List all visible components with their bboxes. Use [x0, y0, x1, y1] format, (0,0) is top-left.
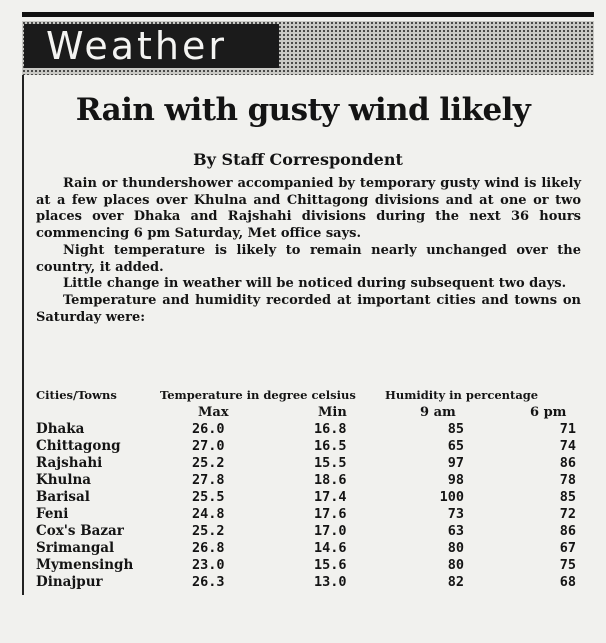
- table-row: [36, 540, 582, 557]
- max-temp: 25.2: [192, 455, 225, 471]
- min-temp: 13.0: [314, 574, 347, 590]
- max-temp: 26.0: [192, 421, 225, 437]
- humidity-6pm: 74: [559, 438, 576, 454]
- city-name: Dinajpur: [36, 574, 103, 590]
- city-name: Barisal: [36, 489, 90, 505]
- humidity-6pm: 71: [559, 421, 576, 437]
- weather-table: [36, 388, 582, 591]
- humidity-9am: 97: [447, 455, 464, 471]
- humidity-9am: 100: [439, 489, 464, 505]
- table-subheader: [36, 405, 582, 421]
- headline: Rain with gusty wind likely: [75, 92, 531, 128]
- city-name: Chittagong: [36, 438, 121, 454]
- paragraph: Little change in weather will be noticed during subsequent two days.: [63, 276, 567, 292]
- min-temp: 17.6: [314, 506, 347, 522]
- min-temp: 17.0: [314, 523, 347, 539]
- city-name: Rajshahi: [36, 455, 103, 471]
- humidity-6pm: 86: [559, 455, 576, 471]
- header-temperature: Temperature in degree celsius: [160, 388, 356, 402]
- max-temp: 24.8: [192, 506, 225, 522]
- header-6pm: 6 pm: [530, 405, 567, 420]
- max-temp: 27.0: [192, 438, 225, 454]
- article-body: [36, 176, 581, 326]
- humidity-6pm: 86: [559, 523, 576, 539]
- table-row: [36, 472, 582, 489]
- humidity-6pm: 78: [559, 472, 576, 488]
- humidity-6pm: 72: [559, 506, 576, 522]
- humidity-9am: 80: [447, 557, 464, 573]
- max-temp: 25.5: [192, 489, 225, 505]
- table-row: [36, 523, 582, 540]
- max-temp: 25.2: [192, 523, 225, 539]
- table-row: [36, 421, 582, 438]
- top-rule: [22, 12, 594, 17]
- min-temp: 14.6: [314, 540, 347, 556]
- humidity-6pm: 75: [559, 557, 576, 573]
- table-row: [36, 489, 582, 506]
- table-header: [36, 388, 582, 405]
- max-temp: 23.0: [192, 557, 225, 573]
- min-temp: 17.4: [314, 489, 347, 505]
- min-temp: 16.5: [314, 438, 347, 454]
- max-temp: 26.3: [192, 574, 225, 590]
- min-temp: 16.8: [314, 421, 347, 437]
- min-temp: 18.6: [314, 472, 347, 488]
- max-temp: 26.8: [192, 540, 225, 556]
- humidity-6pm: 85: [559, 489, 576, 505]
- paragraph: Temperature and humidity recorded at important cities and towns on Saturday were:: [36, 292, 581, 325]
- header-humidity: Humidity in percentage: [385, 388, 539, 402]
- humidity-6pm: 68: [559, 574, 576, 590]
- humidity-9am: 63: [447, 523, 464, 539]
- table-row: [36, 574, 582, 591]
- byline: By Staff Correspondent: [193, 150, 403, 169]
- city-name: Khulna: [36, 472, 92, 488]
- humidity-9am: 65: [447, 438, 464, 454]
- humidity-6pm: 67: [559, 540, 576, 556]
- humidity-9am: 98: [447, 472, 464, 488]
- humidity-9am: 80: [447, 540, 464, 556]
- section-title: Weather: [24, 24, 279, 68]
- table-row: [36, 438, 582, 455]
- humidity-9am: 85: [447, 421, 464, 437]
- humidity-9am: 73: [447, 506, 464, 522]
- min-temp: 15.5: [314, 455, 347, 471]
- city-name: Feni: [36, 506, 69, 522]
- header-min: Min: [318, 405, 347, 420]
- table-body: [36, 421, 582, 591]
- header-cities: Cities/Towns: [36, 388, 117, 402]
- city-name: Cox's Bazar: [36, 523, 124, 539]
- city-name: Dhaka: [36, 421, 85, 437]
- city-name: Mymensingh: [36, 557, 134, 573]
- table-row: [36, 455, 582, 472]
- city-name: Srimangal: [36, 540, 115, 556]
- header-9am: 9 am: [420, 405, 456, 420]
- paragraph: Rain or thundershower accompanied by temporary gusty wind is likely at a few places over Khulna and Chittagong divisions and at one or two places over Dhaka and Rajshahi divisions during the next 36 hours commencing 6 pm Saturday, Met office says.: [36, 176, 581, 242]
- min-temp: 15.6: [314, 557, 347, 573]
- max-temp: 27.8: [192, 472, 225, 488]
- table-row: [36, 506, 582, 523]
- table-row: [36, 557, 582, 574]
- header-max: Max: [198, 405, 229, 420]
- paragraph: Night temperature is likely to remain nearly unchanged over the country, it added.: [36, 242, 581, 275]
- humidity-9am: 82: [447, 574, 464, 590]
